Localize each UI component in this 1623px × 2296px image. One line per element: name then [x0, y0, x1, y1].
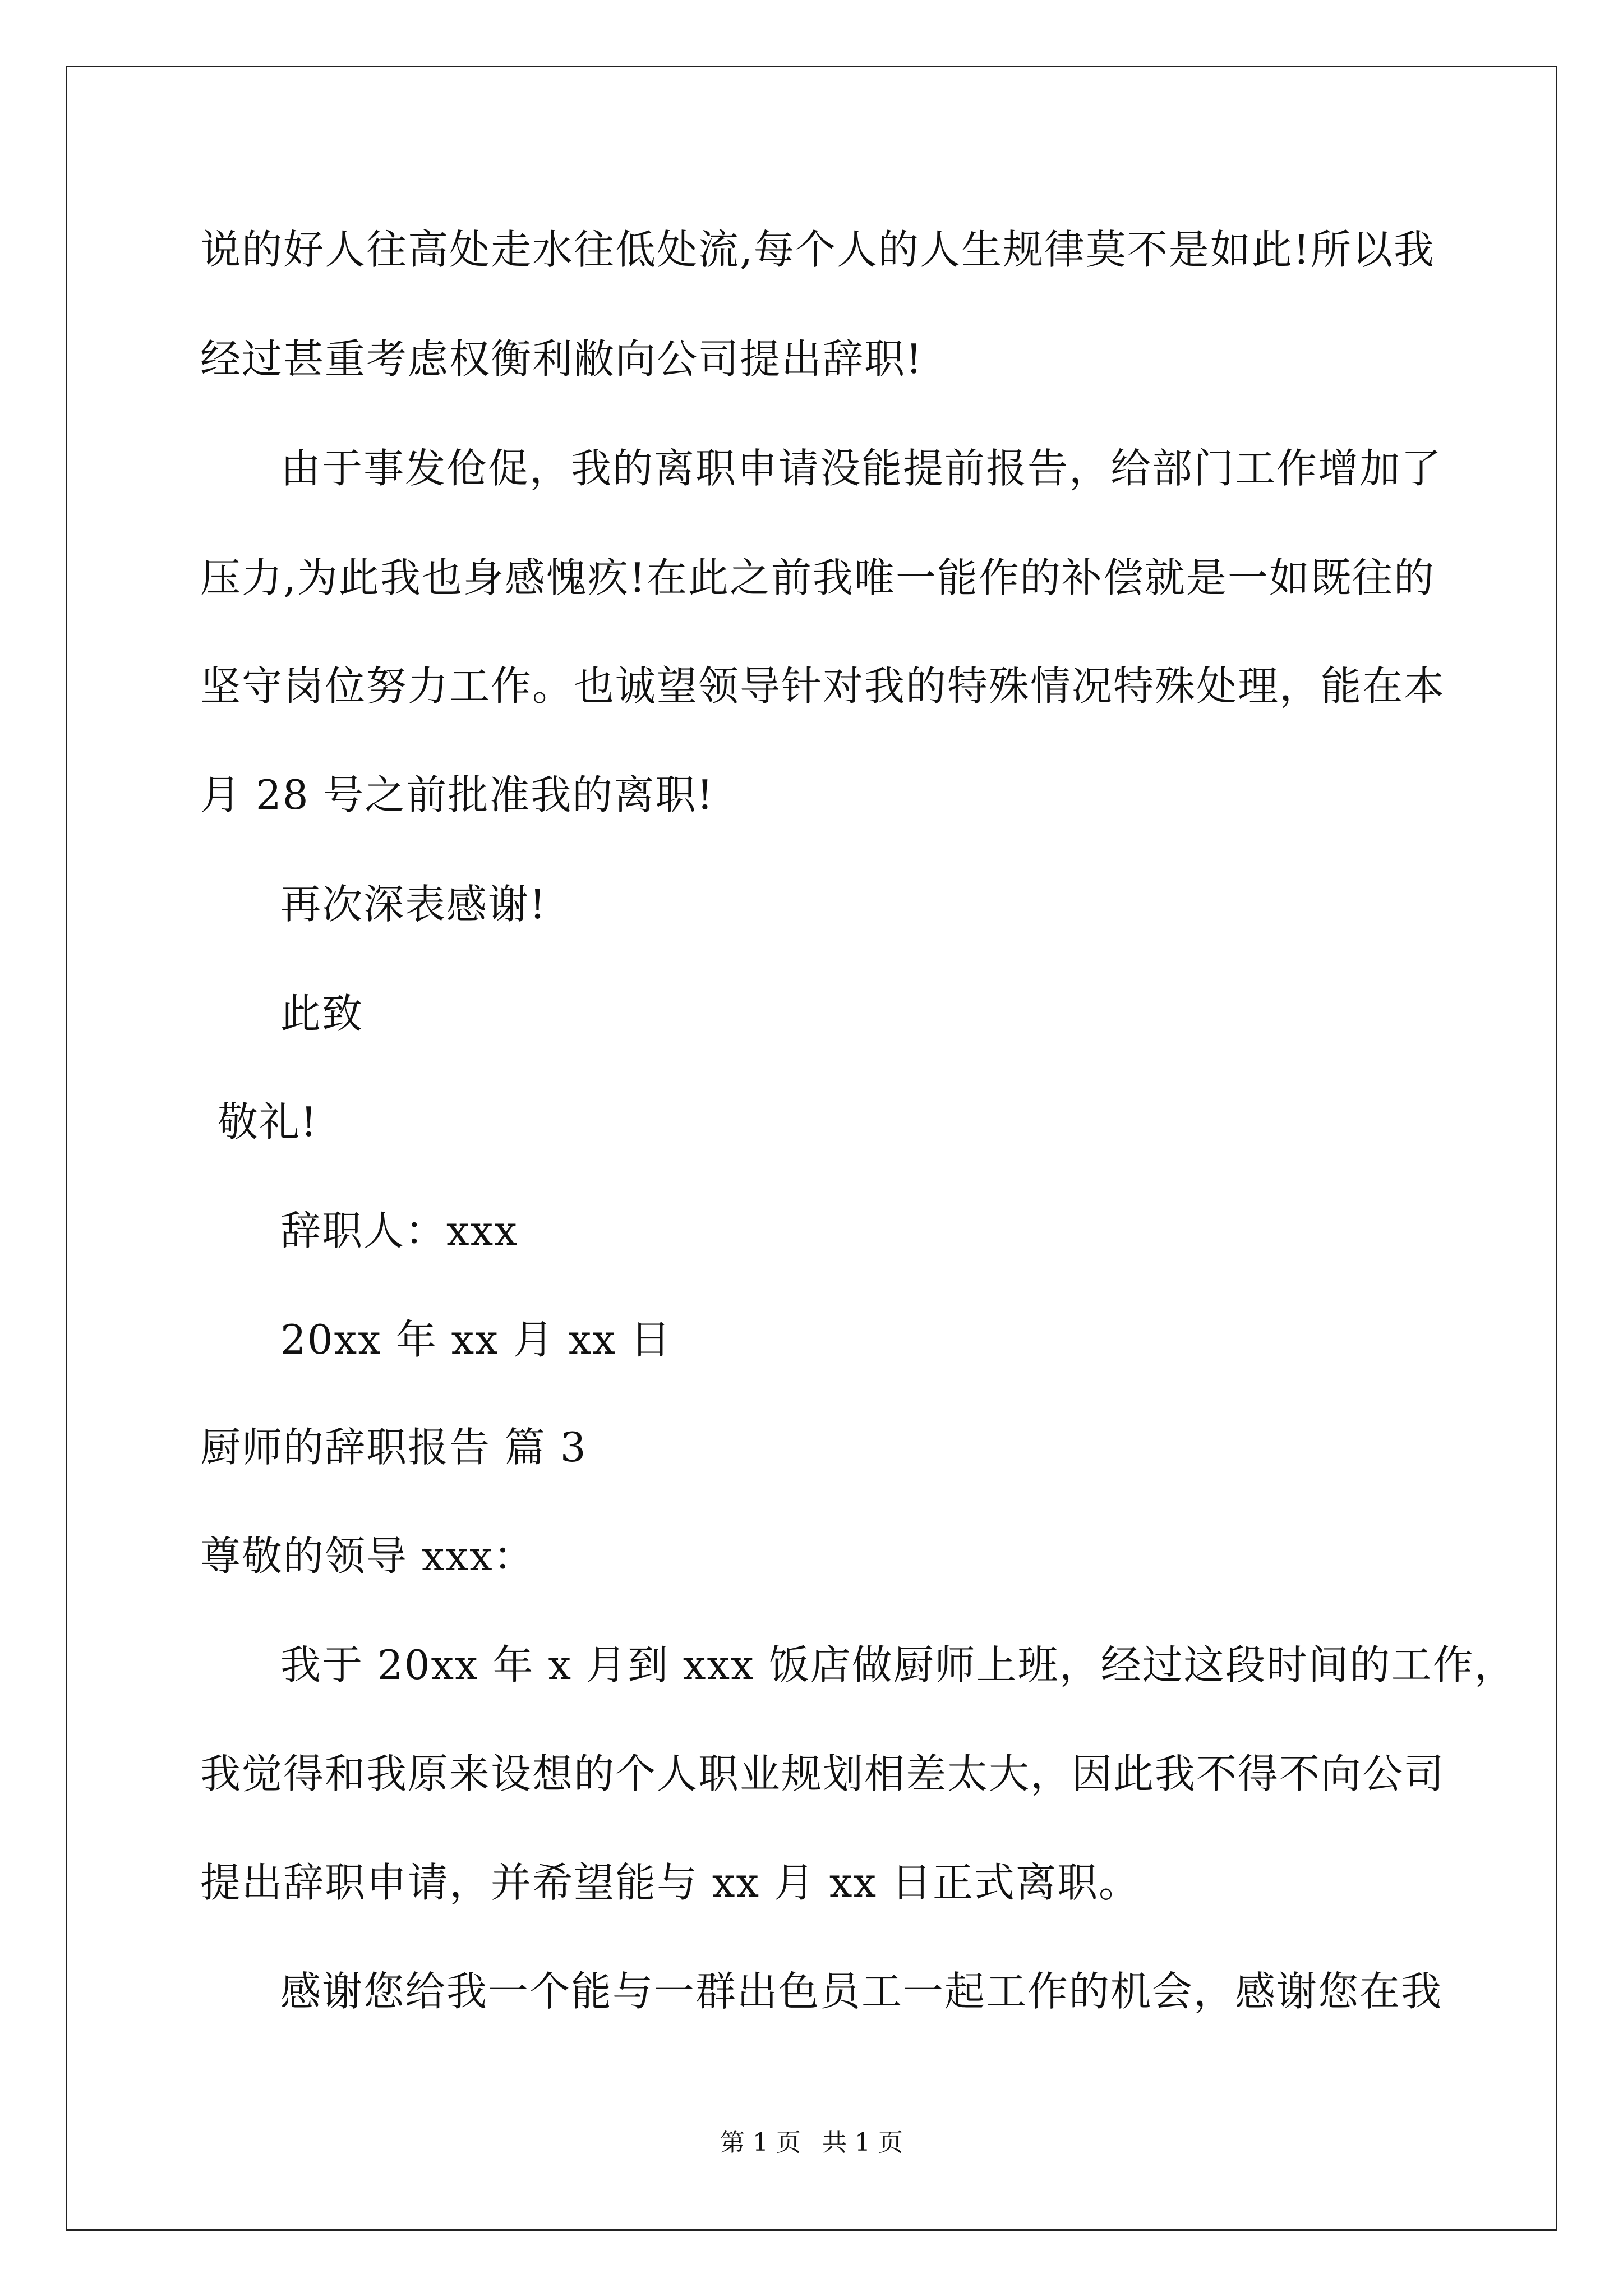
- paragraph-line-3: 感谢您给我一个能与一群出色员工一起工作的机会，感谢您在我: [280, 1968, 1443, 2015]
- body-line-5: 坚守岗位努力工作。也诚望领导针对我的特殊情况特殊处理，能在本: [200, 662, 1446, 710]
- page-footer: [0, 2126, 1623, 2160]
- page-number: 第 1 页: [720, 2128, 801, 2157]
- body-line-2: 经过甚重考虑权衡利敝向公司提出辞职!: [200, 335, 923, 383]
- salute-line: 敬礼!: [218, 1098, 318, 1145]
- salutation-line: 尊敬的领导 xxx：: [200, 1533, 535, 1580]
- thanks-line: 再次深表感谢!: [280, 881, 547, 928]
- date-line: 20xx 年 xx 月 xx 日: [280, 1316, 672, 1363]
- body-line-4: 压力,为此我也身感愧疚!在此之前我唯一能作的补偿就是一如既往的: [200, 554, 1435, 601]
- body-line-6: 月 28 号之前批准我的离职!: [200, 771, 714, 818]
- body-line-15: 我觉得和我原来设想的个人职业规划相差太大，因此我不得不向公司: [200, 1750, 1446, 1797]
- closing-line: 此致: [280, 990, 364, 1037]
- paragraph-line-1: 由于事发伧促，我的离职申请没能提前报告，给部门工作增加了: [280, 445, 1443, 492]
- body-line-16: 提出辞职申请，并希望能与 xx 月 xx 日正式离职。: [200, 1859, 1140, 1906]
- body-line-1: 说的好人往高处走水往低处流,每个人的人生规律莫不是如此!所以我: [200, 226, 1435, 273]
- signer-line: 辞职人：xxx: [280, 1207, 518, 1254]
- section-heading: 厨师的辞职报告 篇 3: [200, 1424, 587, 1471]
- page-total: 共 1 页: [822, 2128, 903, 2157]
- paragraph-line-2: 我于 20xx 年 x 月到 xxx 饭店做厨师上班，经过这段时间的工作，: [280, 1641, 1516, 1688]
